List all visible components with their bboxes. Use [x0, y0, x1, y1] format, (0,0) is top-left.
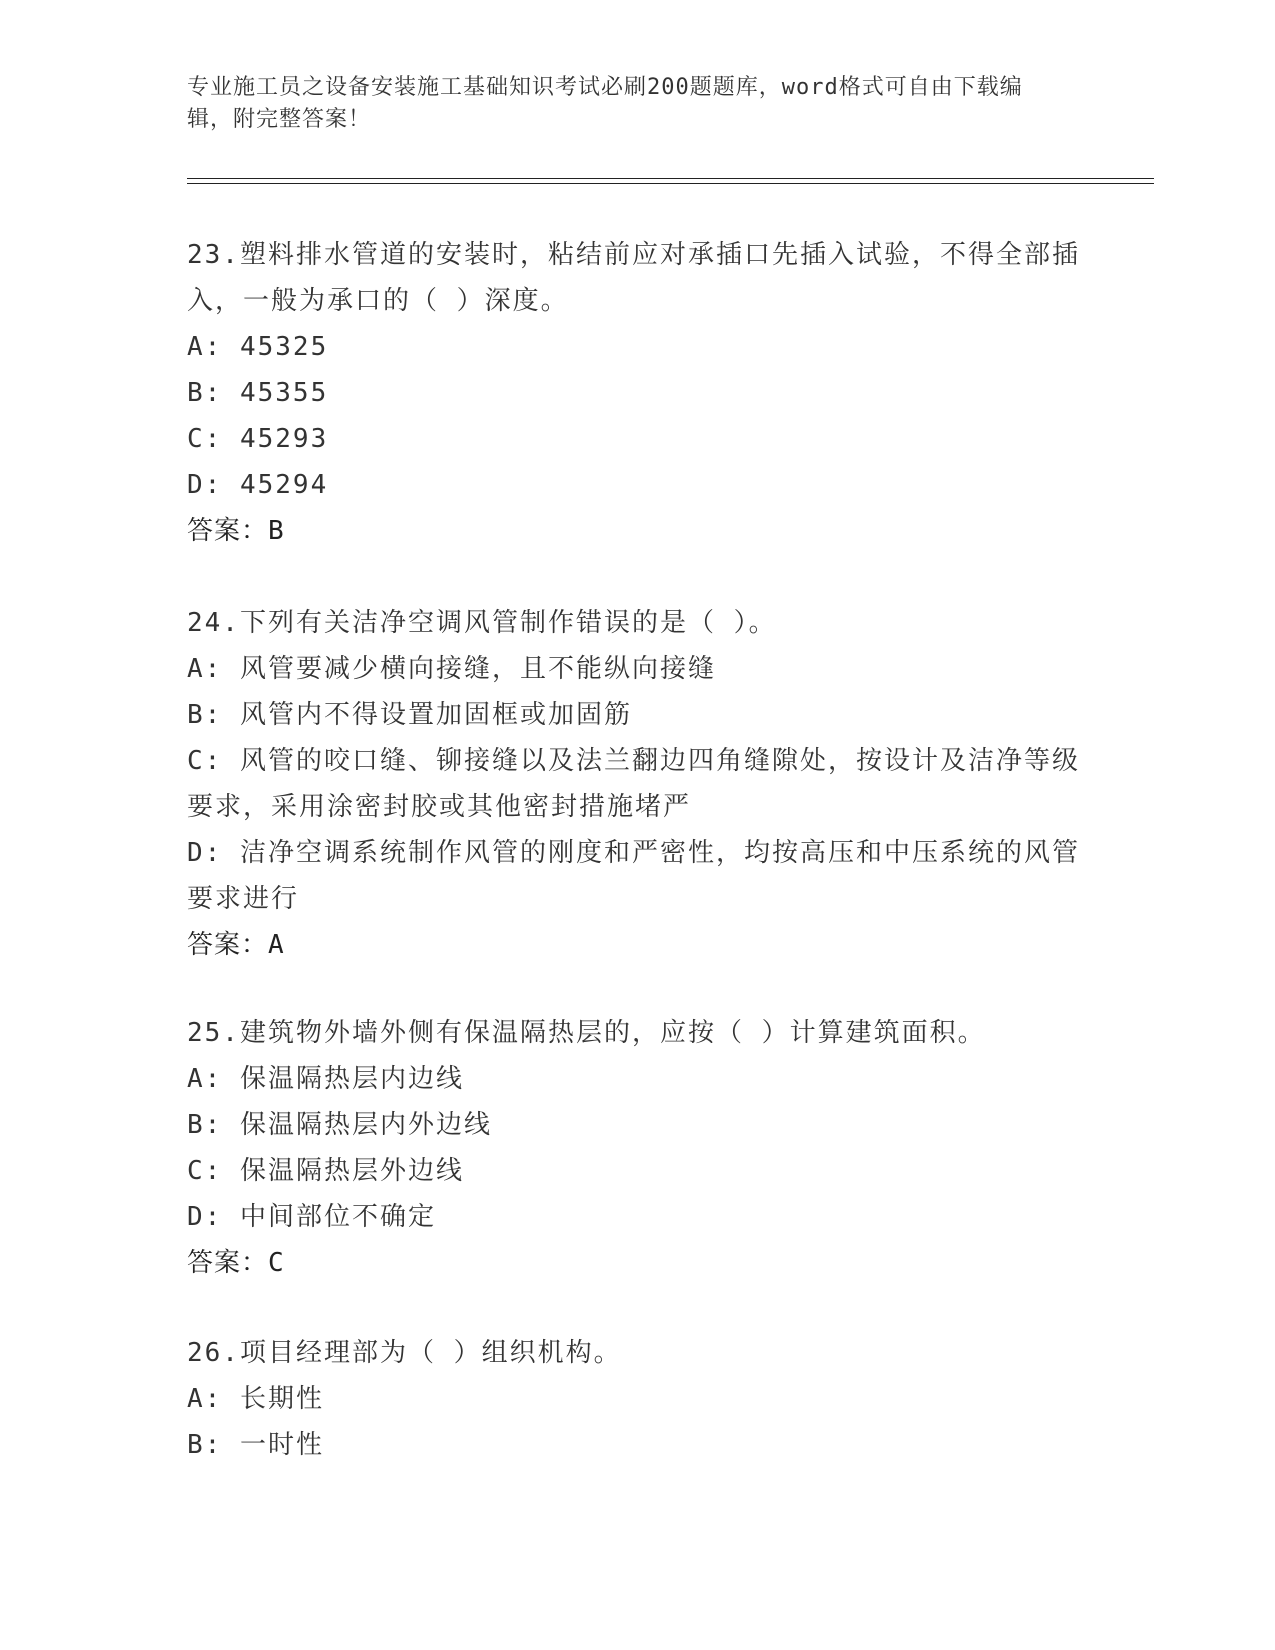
option-b: B: 一时性 [187, 1430, 324, 1460]
question-stem: 26.项目经理部为（ ）组织机构。 [187, 1338, 622, 1368]
option-c: C: 保温隔热层外边线 [187, 1156, 464, 1186]
option-a: A: 长期性 [187, 1384, 324, 1414]
option-d: D: 洁净空调系统制作风管的刚度和严密性，均按高压和中压系统的风管要求进行 [187, 838, 1080, 914]
option-a: A: 保温隔热层内边线 [187, 1064, 464, 1094]
question-stem: 25.建筑物外墙外侧有保温隔热层的，应按（ ）计算建筑面积。 [187, 1018, 986, 1048]
option-d: D: 中间部位不确定 [187, 1202, 436, 1232]
answer-line [187, 508, 1087, 554]
question-stem: 24.下列有关洁净空调风管制作错误的是（ ）。 [187, 608, 777, 638]
answer-value: C [268, 1248, 285, 1278]
option-d: D: 45294 [187, 470, 329, 500]
question-26 [187, 1330, 1087, 1468]
header-divider-top [187, 178, 1154, 179]
option-a: A: 风管要减少横向接缝，且不能纵向接缝 [187, 654, 716, 684]
option-b: B: 保温隔热层内外边线 [187, 1110, 492, 1140]
answer-label: 答案： [187, 516, 269, 546]
option-b: B: 45355 [187, 378, 329, 408]
header-divider-bottom [187, 183, 1154, 184]
answer-label: 答案： [187, 930, 269, 960]
header-title: 专业施工员之设备安装施工基础知识考试必刷200题题库，word格式可自由下载编辑，附完整答案！ [187, 75, 1023, 132]
question-23 [187, 232, 1087, 554]
answer-value: A [268, 930, 285, 960]
answer-value: B [268, 516, 285, 546]
question-25 [187, 1010, 1087, 1286]
question-24 [187, 600, 1087, 968]
answer-label: 答案： [187, 1248, 269, 1278]
option-b: B: 风管内不得设置加固框或加固筋 [187, 700, 632, 730]
answer-line [187, 1240, 1087, 1286]
option-c: C: 风管的咬口缝、铆接缝以及法兰翻边四角缝隙处，按设计及洁净等级要求，采用涂密封胶或其他密封措施堵严 [187, 746, 1080, 822]
answer-line [187, 922, 1087, 968]
option-a: A: 45325 [187, 332, 329, 362]
question-stem: 23.塑料排水管道的安装时，粘结前应对承插口先插入试验，不得全部插入，一般为承口的（ ）深度。 [187, 240, 1080, 316]
option-c: C: 45293 [187, 424, 329, 454]
document-header [187, 72, 1067, 136]
